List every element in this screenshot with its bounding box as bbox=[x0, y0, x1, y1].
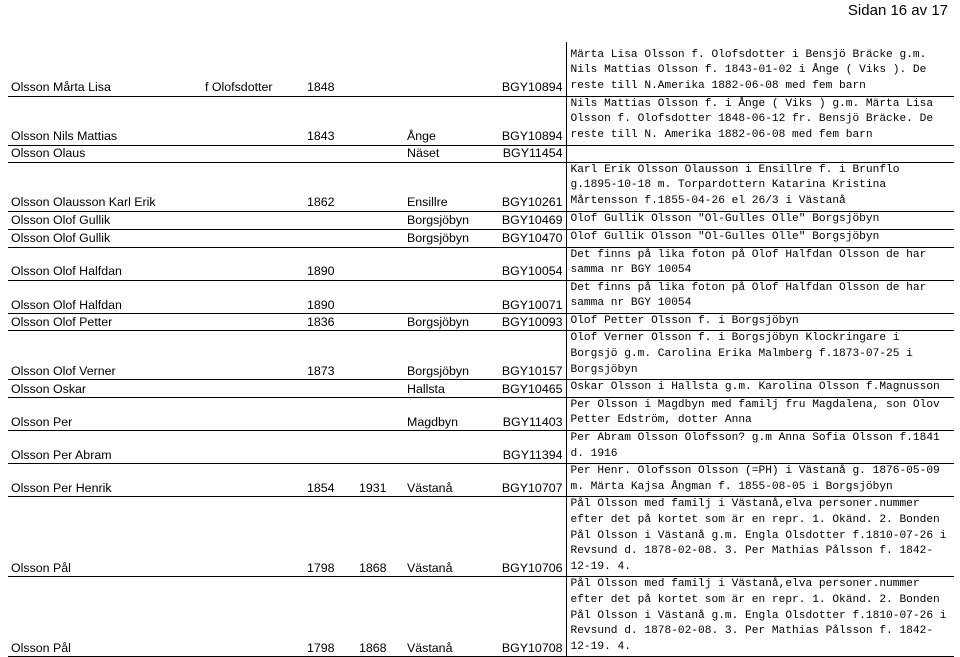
birth-year: 1890 bbox=[304, 280, 356, 313]
table-row bbox=[8, 42, 954, 96]
maiden-name bbox=[202, 577, 304, 657]
birth-year bbox=[304, 211, 356, 229]
description bbox=[566, 145, 954, 162]
description: Karl Erik Olsson Olausson i Ensillre f. i Brunflo g.1895-10-18 m. Torpardottern Katarina Kristina Mårtensson f.1855-04-26 el 26/3 i Västanå bbox=[566, 162, 954, 211]
place: Ånge bbox=[404, 96, 476, 145]
description: Oskar Olsson i Hallsta g.m. Karolina Olsson f.Magnusson bbox=[566, 380, 954, 398]
person-name: Olsson Olof Gullik bbox=[8, 229, 202, 247]
place: Borgsjöbyn bbox=[404, 211, 476, 229]
death-year bbox=[356, 229, 404, 247]
description: Pål Olsson med familj i Västanå,elva personer.nummer efter det på kortet som är en repr. 1. Okänd. 2. Bonden Pål Olsson i Västanå g.m. Engla Olsdotter f.1810-07-26 i Revsund d. 1878-02-08. 3. Per Mathias Pålsson f. 1842-12-19. 4. bbox=[566, 497, 954, 577]
person-name: Olsson Oskar bbox=[8, 380, 202, 398]
description: Per Olsson i Magdbyn med familj fru Magdalena, son Olov Petter Edström, dotter Anna bbox=[566, 397, 954, 430]
description: Märta Lisa Olsson f. Olofsdotter i Bensjö Bräcke g.m. Nils Mattias Olsson f. 1843-01-02 i Ånge ( Viks ). De reste till N.Amerika 1882-06-08 med fem barn bbox=[566, 42, 954, 96]
description: Olof Petter Olsson f. i Borgsjöbyn bbox=[566, 313, 954, 331]
photo-id: BGY10465 bbox=[476, 380, 566, 398]
table-row bbox=[8, 464, 954, 497]
maiden-name bbox=[202, 331, 304, 380]
person-name: Olsson Nils Mattias bbox=[8, 96, 202, 145]
photo-id: BGY11394 bbox=[476, 431, 566, 464]
place bbox=[404, 280, 476, 313]
description: Per Abram Olsson Olofsson? g.m Anna Sofia Olsson f.1841 d. 1916 bbox=[566, 431, 954, 464]
table-row bbox=[8, 280, 954, 313]
description: Det finns på lika foton på Olof Halfdan Olsson de har samma nr BGY 10054 bbox=[566, 247, 954, 280]
person-name: Olsson Pål bbox=[8, 577, 202, 657]
death-year: 1868 bbox=[356, 497, 404, 577]
death-year: 1931 bbox=[356, 464, 404, 497]
maiden-name bbox=[202, 313, 304, 331]
person-name: Olsson Mårta Lisa bbox=[8, 42, 202, 96]
table-row bbox=[8, 96, 954, 145]
person-name: Olsson Olof Verner bbox=[8, 331, 202, 380]
death-year bbox=[356, 211, 404, 229]
description: Per Henr. Olofsson Olsson (=PH) i Västanå g. 1876-05-09 m. Märta Kajsa Ångman f. 1855-08-05 i Borgsjöbyn bbox=[566, 464, 954, 497]
birth-year: 1890 bbox=[304, 247, 356, 280]
death-year bbox=[356, 397, 404, 430]
description: Det finns på lika foton på Olof Halfdan Olsson de har samma nr BGY 10054 bbox=[566, 280, 954, 313]
birth-year: 1862 bbox=[304, 162, 356, 211]
photo-id: BGY10469 bbox=[476, 211, 566, 229]
photo-id: BGY11403 bbox=[476, 397, 566, 430]
person-name: Olsson Per Henrik bbox=[8, 464, 202, 497]
maiden-name bbox=[202, 280, 304, 313]
death-year bbox=[356, 380, 404, 398]
death-year: 1868 bbox=[356, 577, 404, 657]
photo-id: BGY10470 bbox=[476, 229, 566, 247]
place: Näset bbox=[404, 145, 476, 162]
person-name: Olsson Pål bbox=[8, 497, 202, 577]
photo-register-table bbox=[8, 42, 954, 657]
place bbox=[404, 247, 476, 280]
death-year bbox=[356, 431, 404, 464]
maiden-name bbox=[202, 397, 304, 430]
birth-year: 1843 bbox=[304, 96, 356, 145]
table-row bbox=[8, 145, 954, 162]
table-row bbox=[8, 497, 954, 577]
place: Borgsjöbyn bbox=[404, 331, 476, 380]
maiden-name bbox=[202, 380, 304, 398]
table-row bbox=[8, 431, 954, 464]
death-year bbox=[356, 280, 404, 313]
table-row bbox=[8, 577, 954, 657]
death-year bbox=[356, 331, 404, 380]
maiden-name bbox=[202, 211, 304, 229]
maiden-name bbox=[202, 464, 304, 497]
table-row bbox=[8, 380, 954, 398]
place: Västanå bbox=[404, 577, 476, 657]
maiden-name bbox=[202, 162, 304, 211]
death-year bbox=[356, 145, 404, 162]
place bbox=[404, 431, 476, 464]
person-name: Olsson Olaus bbox=[8, 145, 202, 162]
place: Borgsjöbyn bbox=[404, 313, 476, 331]
place: Västanå bbox=[404, 497, 476, 577]
birth-year bbox=[304, 145, 356, 162]
person-name: Olsson Olof Halfdan bbox=[8, 247, 202, 280]
table-row bbox=[8, 247, 954, 280]
death-year bbox=[356, 313, 404, 331]
photo-id: BGY10706 bbox=[476, 497, 566, 577]
place: Ensillre bbox=[404, 162, 476, 211]
photo-id: BGY11454 bbox=[476, 145, 566, 162]
table-row bbox=[8, 331, 954, 380]
maiden-name bbox=[202, 229, 304, 247]
maiden-name bbox=[202, 145, 304, 162]
description: Olof Verner Olsson f. i Borgsjöbyn Klockringare i Borgsjö g.m. Carolina Erika Malmberg f.1873-07-25 i Borgsjöbyn bbox=[566, 331, 954, 380]
photo-id: BGY10707 bbox=[476, 464, 566, 497]
register-body bbox=[8, 42, 954, 657]
birth-year bbox=[304, 229, 356, 247]
maiden-name bbox=[202, 497, 304, 577]
place: Magdbyn bbox=[404, 397, 476, 430]
person-name: Olsson Olof Gullik bbox=[8, 211, 202, 229]
photo-id: BGY10157 bbox=[476, 331, 566, 380]
person-name: Olsson Per bbox=[8, 397, 202, 430]
birth-year: 1798 bbox=[304, 497, 356, 577]
photo-id: BGY10093 bbox=[476, 313, 566, 331]
person-name: Olsson Olof Petter bbox=[8, 313, 202, 331]
photo-id: BGY10054 bbox=[476, 247, 566, 280]
description: Nils Mattias Olsson f. i Ånge ( Viks ) g.m. Märta Lisa Olsson f. Olofsdotter 1848-06-12 fr. Bensjö Bräcke. De reste till N. Amerika 1882-06-08 med fem barn bbox=[566, 96, 954, 145]
table-row bbox=[8, 313, 954, 331]
page-header bbox=[0, 0, 960, 34]
birth-year bbox=[304, 431, 356, 464]
photo-id: BGY10894 bbox=[476, 96, 566, 145]
birth-year: 1798 bbox=[304, 577, 356, 657]
birth-year: 1873 bbox=[304, 331, 356, 380]
description: Pål Olsson med familj i Västanå,elva personer.nummer efter det på kortet som är en repr. 1. Okänd. 2. Bonden Pål Olsson i Västanå g.m. Engla Olsdotter f.1810-07-26 i Revsund d. 1878-02-08. 3. Per Mathias Pålsson f. 1842-12-19. 4. bbox=[566, 577, 954, 657]
birth-year bbox=[304, 397, 356, 430]
page-number: Sidan 16 av 17 bbox=[847, 2, 948, 19]
table-row bbox=[8, 211, 954, 229]
place: Borgsjöbyn bbox=[404, 229, 476, 247]
person-name: Olsson Per Abram bbox=[8, 431, 202, 464]
place: Hallsta bbox=[404, 380, 476, 398]
table-row bbox=[8, 397, 954, 430]
death-year bbox=[356, 42, 404, 96]
person-name: Olsson Olof Halfdan bbox=[8, 280, 202, 313]
birth-year bbox=[304, 380, 356, 398]
death-year bbox=[356, 247, 404, 280]
death-year bbox=[356, 96, 404, 145]
birth-year: 1836 bbox=[304, 313, 356, 331]
death-year bbox=[356, 162, 404, 211]
photo-id: BGY10261 bbox=[476, 162, 566, 211]
maiden-name bbox=[202, 431, 304, 464]
photo-id: BGY10708 bbox=[476, 577, 566, 657]
description: Olof Gullik Olsson "Ol-Gulles Olle" Borgsjöbyn bbox=[566, 211, 954, 229]
birth-year: 1854 bbox=[304, 464, 356, 497]
table-row bbox=[8, 162, 954, 211]
maiden-name bbox=[202, 96, 304, 145]
photo-id: BGY10071 bbox=[476, 280, 566, 313]
person-name: Olsson Olausson Karl Erik bbox=[8, 162, 202, 211]
place: Västanå bbox=[404, 464, 476, 497]
table-row bbox=[8, 229, 954, 247]
description: Olof Gullik Olsson "Ol-Gulles Olle" Borgsjöbyn bbox=[566, 229, 954, 247]
maiden-name: f Olofsdotter bbox=[202, 42, 304, 96]
place bbox=[404, 42, 476, 96]
photo-id: BGY10894 bbox=[476, 42, 566, 96]
birth-year: 1848 bbox=[304, 42, 356, 96]
maiden-name bbox=[202, 247, 304, 280]
